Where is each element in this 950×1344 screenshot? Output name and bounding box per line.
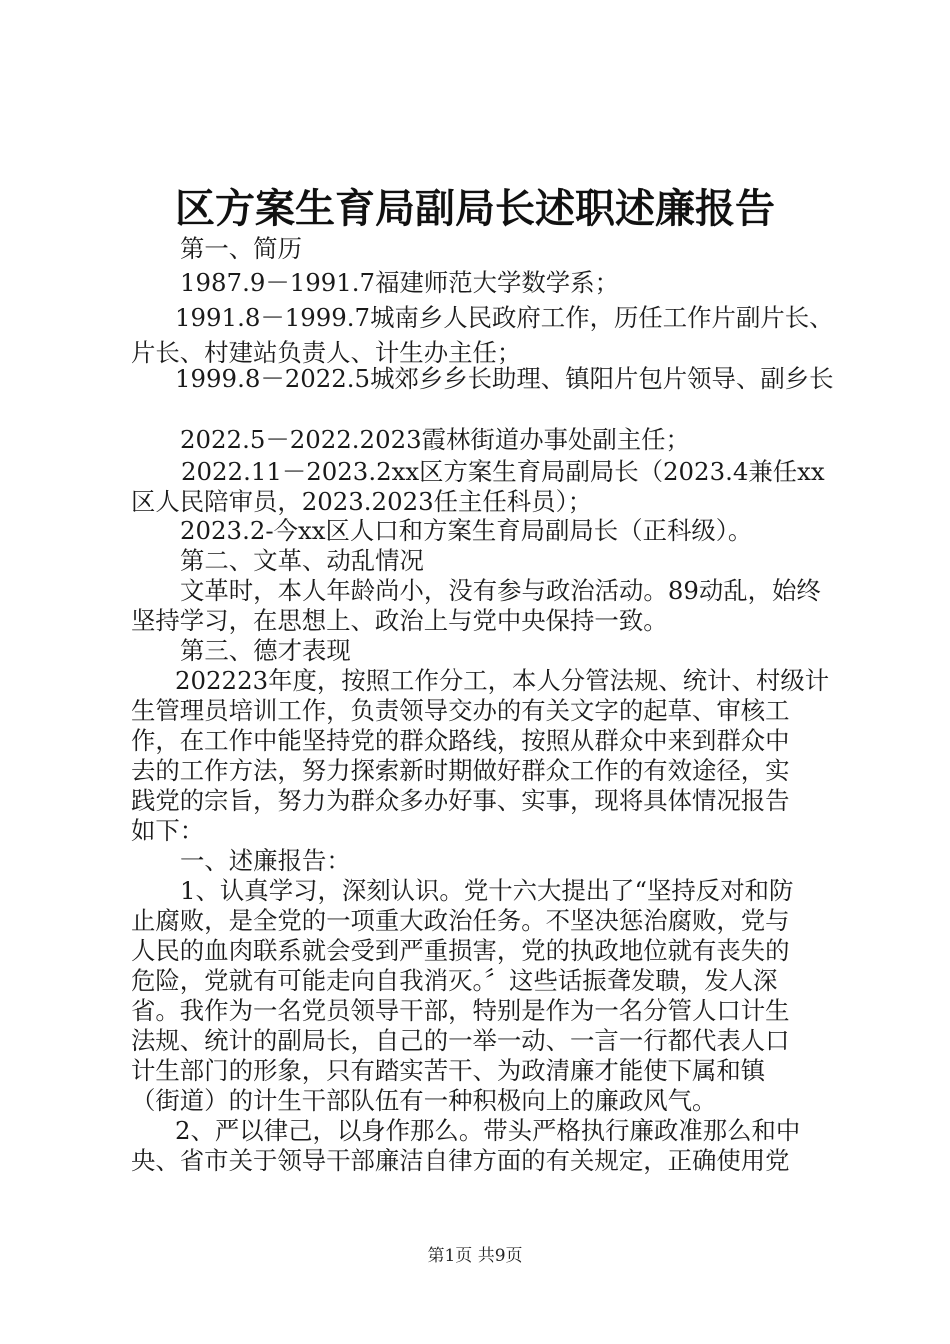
- text-line: 生管理员培训工作，负责领导交办的有关文字的起草、审核工: [131, 696, 790, 725]
- text-line: 计生部门的形象，只有踏实苦干、为政清廉才能使下属和镇: [131, 1056, 766, 1085]
- document-title: 区方案生育局副局长述职述廉报告: [175, 185, 775, 232]
- text-line: 1999.8－2022.5城郊乡乡长助理、镇阳片包片领导、副乡长: [175, 364, 834, 393]
- text-line: 央、省市关于领导干部廉洁自律方面的有关规定，正确使用党: [131, 1146, 790, 1175]
- section-heading: 一、述廉报告：: [180, 846, 351, 875]
- text-line: 止腐败，是全党的一项重大政治任务。不坚决惩治腐败，党与: [131, 906, 790, 935]
- text-line: （街道）的计生干部队伍有一种积极向上的廉政风气。: [131, 1086, 717, 1115]
- text-line: 1、认真学习，深刻认识。党十六大提出了“坚持反对和防: [180, 876, 794, 905]
- section-heading: 第三、德才表现: [180, 636, 351, 665]
- text-line: 如下：: [131, 816, 205, 845]
- text-line: 危险，党就有可能走向自我消灭。〞这些话振聋发聩，发人深: [131, 966, 778, 995]
- text-line: 践党的宗旨，努力为群众多办好事、实事，现将具体情况报告: [131, 786, 790, 815]
- text-line: 2022.5－2022.2023霞林街道办事处副主任；: [180, 425, 690, 454]
- page-indicator: 第1页 共9页: [427, 1246, 523, 1266]
- text-line: 片长、村建站负责人、计生办主任；: [131, 338, 522, 367]
- text-line: 2022.11－2023.2xx区方案生育局副局长（2023.4兼任xx: [181, 457, 825, 486]
- section-heading: 第一、简历: [180, 234, 302, 263]
- text-line: 法规、统计的副局长，自己的一举一动、一言一行都代表人口: [131, 1026, 790, 1055]
- text-line: 2023.2-今xx区人口和方案生育局副局长（正科级）。: [180, 516, 753, 545]
- text-line: 省。我作为一名党员领导干部，特别是作为一名分管人口计生: [131, 996, 790, 1025]
- text-line: 1987.9－1991.7福建师范大学数学系；: [180, 268, 619, 297]
- text-line: 人民的血肉联系就会受到严重损害，党的执政地位就有丧失的: [131, 936, 790, 965]
- text-line: 1991.8－1999.7城南乡人民政府工作，历任工作片副片长、: [175, 303, 834, 332]
- section-heading: 第二、文革、动乱情况: [180, 546, 424, 575]
- text-line: 作，在工作中能坚持党的群众路线，按照从群众中来到群众中: [131, 726, 790, 755]
- text-line: 去的工作方法，努力探索新时期做好群众工作的有效途径，实: [131, 756, 790, 785]
- text-line: 区人民陪审员，2023.2023任主任科员）；: [131, 487, 593, 516]
- text-line: 文革时，本人年龄尚小，没有参与政治活动。89动乱，始终: [180, 576, 821, 605]
- text-line: 坚持学习，在思想上、政治上与党中央保持一致。: [131, 606, 668, 635]
- text-line: 2、严以律己，以身作那么。带头严格执行廉政准那么和中: [175, 1116, 801, 1145]
- text-line: 202223年度，按照工作分工，本人分管法规、统计、村级计: [175, 666, 830, 695]
